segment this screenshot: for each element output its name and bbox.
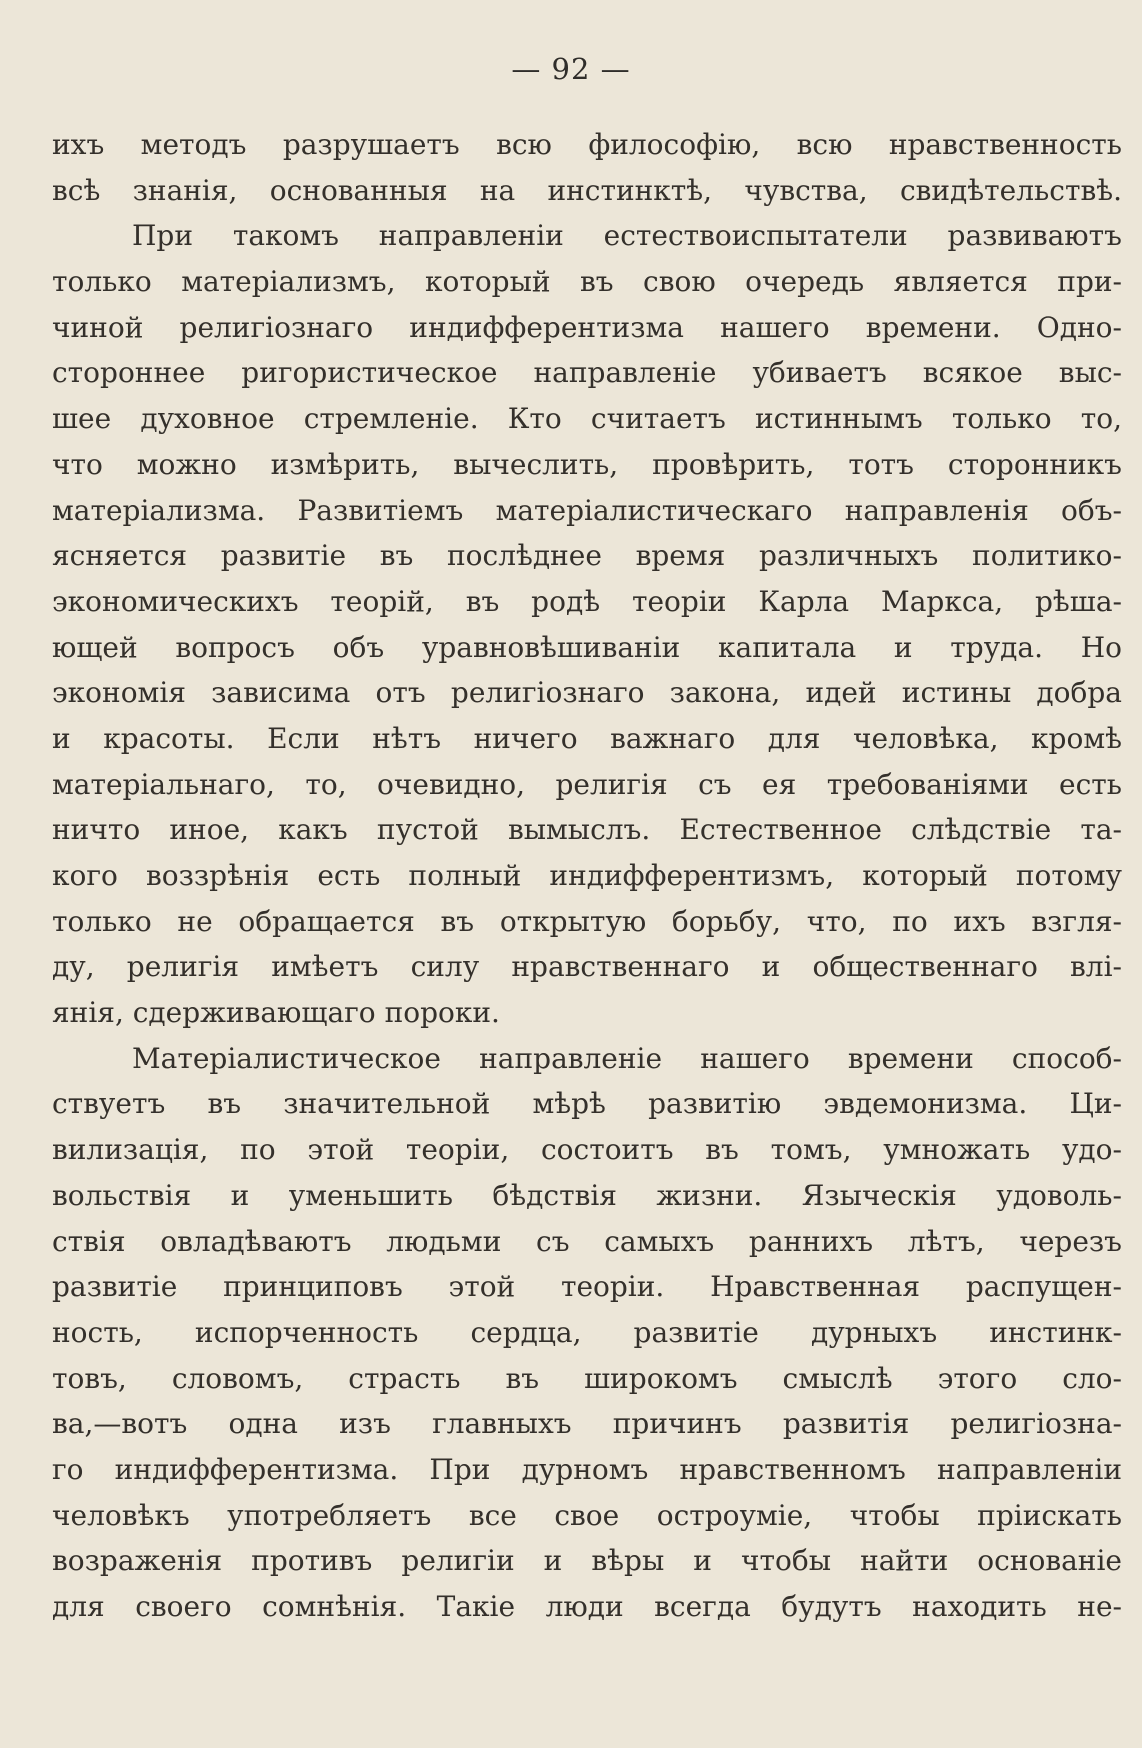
text-line-22: ствуетъ въ значительной мѣрѣ развитію эвдемонизма. Ци- <box>52 1087 1122 1121</box>
text-line-1: ихъ методъ разрушаетъ всю философію, всю нравственность <box>52 128 1122 161</box>
text-line-4: только матеріализмъ, который въ свою очередь является при- <box>52 265 1122 299</box>
text-line-3: При такомъ направленіи естествоиспытатели развиваютъ <box>132 219 1122 253</box>
text-line-9: матеріализма. Развитіемъ матеріалистическаго направленія объ- <box>52 493 1122 527</box>
text-line-12: ющей вопросъ объ уравновѣшиваніи капитала и труда. Но <box>52 630 1122 664</box>
text-line-20: янія, сдерживающаго пороки. <box>52 996 500 1030</box>
text-line-33: для своего сомнѣнія. Такіе люди всегда будутъ находить не- <box>52 1590 1122 1623</box>
page-number: — 92 — <box>511 52 631 86</box>
body-text <box>52 122 1122 1630</box>
text-line-24: вольствія и уменьшить бѣдствія жизни. Языческія удоволь- <box>52 1178 1122 1212</box>
text-line-28: товъ, словомъ, страсть въ широкомъ смыслѣ этого сло- <box>52 1361 1122 1395</box>
text-line-15: матеріальнаго, то, очевидно, религія съ ея требованіями есть <box>52 767 1122 801</box>
text-line-5: чиной религіознаго индифферентизма нашего времени. Одно- <box>52 310 1122 344</box>
text-line-23: вилизація, по этой теоріи, состоитъ въ томъ, умножать удо- <box>52 1133 1122 1167</box>
text-line-32: возраженія противъ религіи и вѣры и чтобы найти основаніе <box>52 1544 1122 1578</box>
text-line-30: го индифферентизма. При дурномъ нравственномъ направленіи <box>52 1452 1122 1486</box>
text-line-19: ду, религія имѣетъ силу нравственнаго и общественнаго влі- <box>52 950 1122 984</box>
text-line-6: стороннее ригористическое направленіе убиваетъ всякое выс- <box>52 356 1122 390</box>
text-line-21: Матеріалистическое направленіе нашего времени способ- <box>132 1041 1122 1075</box>
text-line-14: и красоты. Если нѣтъ ничего важнаго для человѣка, кромѣ <box>52 721 1122 755</box>
text-line-11: экономическихъ теорій, въ родѣ теоріи Карла Маркса, рѣша- <box>52 584 1122 618</box>
text-line-7: шее духовное стремленіе. Кто считаетъ истиннымъ только то, <box>52 402 1122 436</box>
text-line-25: ствія овладѣваютъ людьми съ самыхъ раннихъ лѣтъ, черезъ <box>52 1224 1122 1258</box>
text-line-29: ва,—вотъ одна изъ главныхъ причинъ развитія религіозна- <box>52 1407 1122 1441</box>
text-line-26: развитіе принциповъ этой теоріи. Нравственная распущен- <box>52 1270 1122 1304</box>
text-line-8: что можно измѣрить, вычеслить, провѣрить, тотъ сторонникъ <box>52 447 1122 481</box>
text-line-13: экономія зависима отъ религіознаго закона, идей истины добра <box>52 676 1122 710</box>
text-line-18: только не обращается въ открытую борьбу, что, по ихъ взгля- <box>52 904 1122 938</box>
text-line-17: кого воззрѣнія есть полный индифферентизмъ, который потому <box>52 859 1122 892</box>
text-line-27: ность, испорченность сердца, развитіе дурныхъ инстинк- <box>52 1315 1122 1349</box>
text-line-31: человѣкъ употребляетъ все свое остроуміе, чтобы пріискать <box>52 1498 1122 1532</box>
text-line-10: ясняется развитіе въ послѣднее время различныхъ политико- <box>52 539 1122 573</box>
text-line-16: ничто иное, какъ пустой вымыслъ. Естественное слѣдствіе та- <box>52 813 1122 847</box>
text-line-2: всѣ знанія, основанныя на инстинктѣ, чувства, свидѣтельствѣ. <box>52 173 1122 207</box>
